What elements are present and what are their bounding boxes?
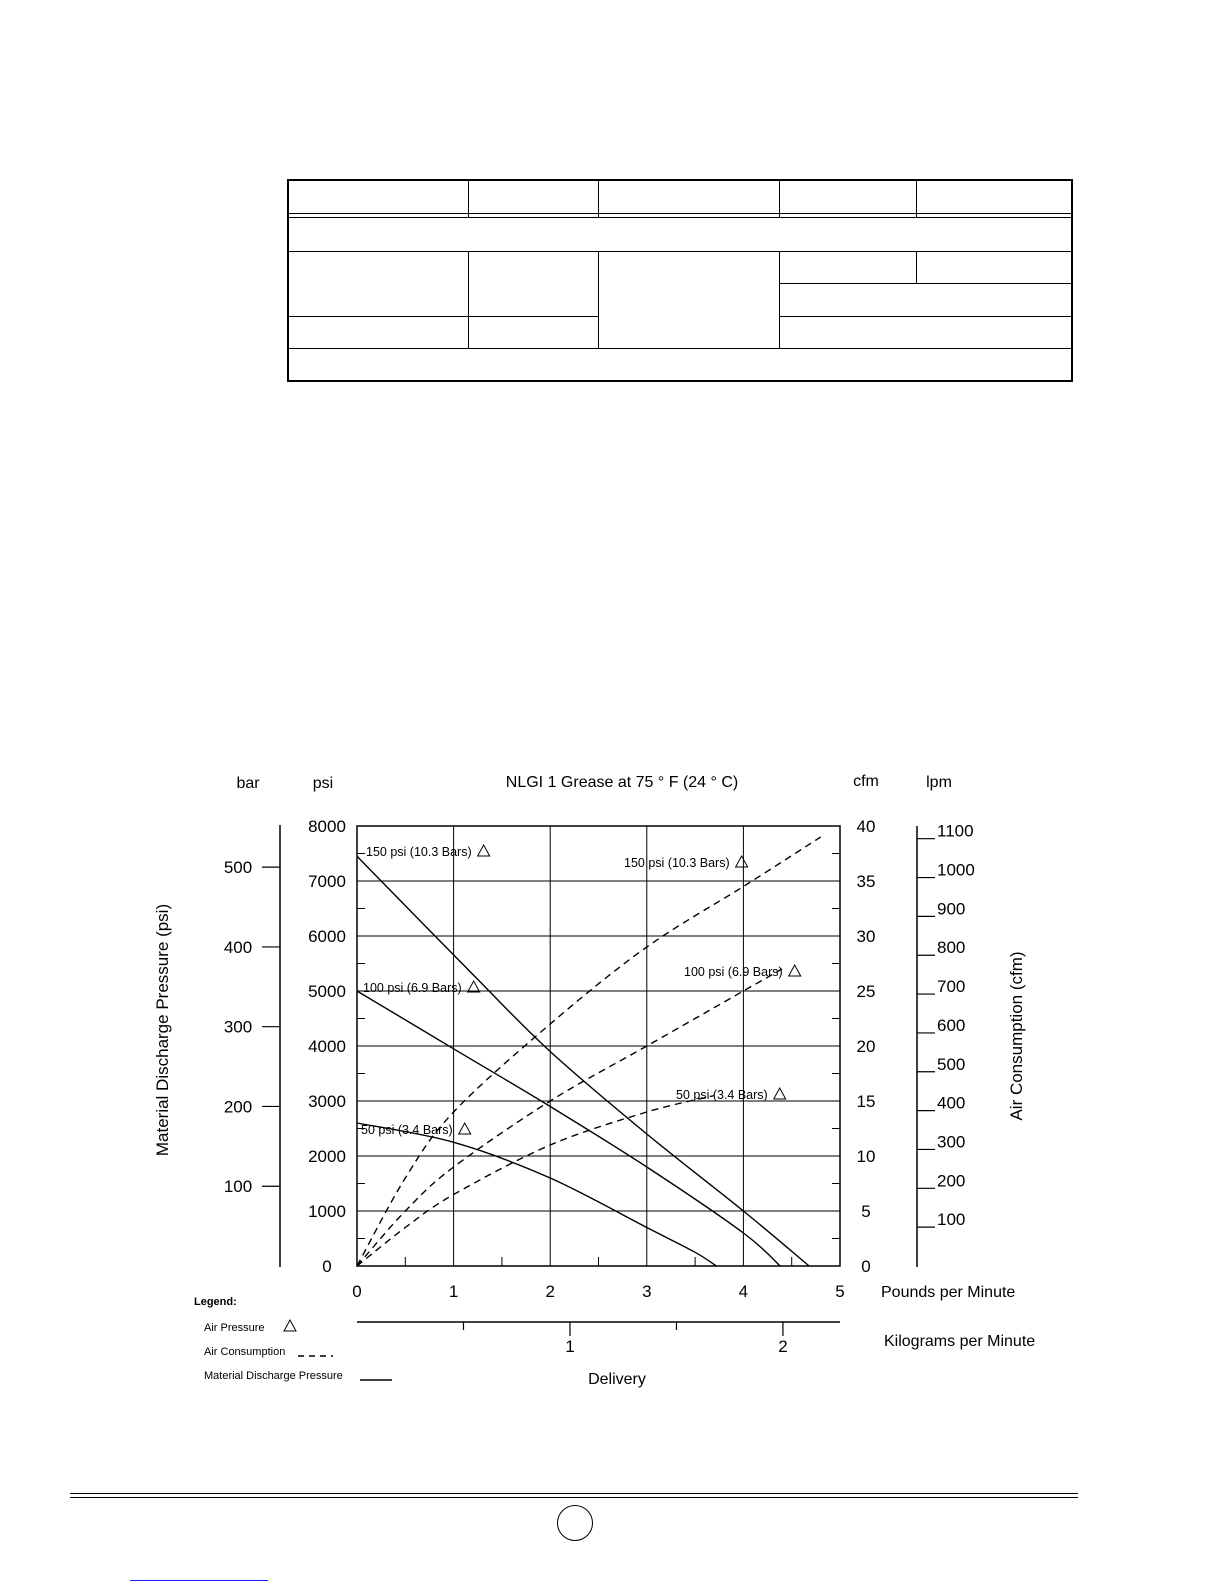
material-pressure-axis-title: Material Discharge Pressure (psi) bbox=[153, 903, 172, 1157]
footer-rule-secondary bbox=[70, 1497, 1078, 1498]
cfm-tick-label: 35 bbox=[856, 872, 876, 891]
series-label: 50 psi (3.4 Bars) bbox=[676, 1088, 768, 1102]
air-pressure-triangle-icon bbox=[459, 1123, 471, 1134]
psi-tick-label: 5000 bbox=[308, 982, 346, 1001]
kg-axis bbox=[357, 1322, 840, 1356]
air-consumption-line bbox=[357, 969, 782, 1266]
lpm-tick-label: 600 bbox=[937, 1015, 966, 1035]
lpm-tick-label: 800 bbox=[937, 938, 966, 958]
page-number-circle bbox=[557, 1505, 593, 1541]
lpm-tick-label: 400 bbox=[937, 1093, 966, 1113]
lpm-axis bbox=[917, 822, 975, 1267]
cfm-tick-label: 15 bbox=[856, 1092, 876, 1111]
psi-tick-label: 4000 bbox=[308, 1037, 346, 1056]
series-label: 100 psi (6.9 Bars) bbox=[363, 981, 462, 995]
material-pressure-line bbox=[357, 856, 809, 1266]
legend-item-air-consumption: Air Consumption bbox=[204, 1346, 286, 1358]
air-pressure-triangle-icon bbox=[736, 856, 748, 867]
legend bbox=[194, 1296, 392, 1382]
cfm-tick-label: 25 bbox=[856, 982, 876, 1001]
cfm-tick-label: 10 bbox=[856, 1147, 876, 1166]
psi-tick-label: 2000 bbox=[308, 1147, 346, 1166]
legend-triangle-icon bbox=[284, 1320, 296, 1331]
lpm-unit-label: lpm bbox=[926, 774, 952, 791]
psi-unit-label: psi bbox=[312, 775, 334, 792]
lpm-tick-label: 1100 bbox=[937, 821, 974, 841]
pounds-per-minute-label: Pounds per Minute bbox=[881, 1284, 1016, 1301]
lpm-tick-label: 300 bbox=[937, 1132, 966, 1152]
bar-tick-label: 200 bbox=[223, 1097, 253, 1117]
plot-grid bbox=[308, 817, 875, 1301]
material-pressure-line bbox=[357, 1123, 716, 1266]
bar-tick-label: 500 bbox=[223, 858, 253, 878]
chart-title: NLGI 1 Grease at 75 ° F (24 ° C) bbox=[505, 774, 739, 791]
x-tick-label: 2 bbox=[545, 1282, 555, 1301]
kg-tick-label: 1 bbox=[565, 1337, 575, 1356]
air-pressure-triangle-icon bbox=[789, 965, 801, 976]
psi-tick-label: 3000 bbox=[308, 1092, 346, 1111]
legend-item-air-pressure: Air Pressure bbox=[204, 1322, 265, 1334]
delivery-label: Delivery bbox=[588, 1371, 646, 1388]
legend-item-material-pressure: Material Discharge Pressure bbox=[204, 1370, 343, 1382]
footer-link-underline bbox=[130, 1580, 268, 1581]
lpm-tick-label: 1000 bbox=[937, 860, 975, 880]
cfm-tick-label: 20 bbox=[856, 1037, 876, 1056]
cfm-tick-label: 5 bbox=[861, 1202, 871, 1221]
series-group bbox=[357, 837, 821, 1266]
bar-unit-label: bar bbox=[236, 775, 260, 792]
air-pressure-triangle-icon bbox=[478, 845, 490, 856]
kilograms-per-minute-label: Kilograms per Minute bbox=[884, 1333, 1036, 1350]
x-tick-label: 4 bbox=[738, 1282, 749, 1301]
series-label: 100 psi (6.9 Bars) bbox=[684, 965, 783, 979]
psi-tick-label: 7000 bbox=[308, 872, 346, 891]
air-consumption-line bbox=[357, 837, 821, 1266]
bar-tick-label: 100 bbox=[223, 1177, 253, 1197]
lpm-tick-label: 200 bbox=[937, 1171, 966, 1191]
air-pressure-triangle-icon bbox=[468, 981, 480, 992]
lpm-tick-label: 100 bbox=[937, 1210, 966, 1230]
kg-tick-label: 2 bbox=[778, 1337, 788, 1356]
lpm-tick-label: 900 bbox=[937, 899, 966, 919]
cfm-tick-label: 40 bbox=[856, 817, 876, 836]
lpm-tick-label: 700 bbox=[937, 977, 966, 997]
cfm-tick-label: 30 bbox=[856, 927, 876, 946]
bar-tick-label: 400 bbox=[223, 937, 253, 957]
legend-title: Legend: bbox=[194, 1296, 237, 1308]
psi-tick-label: 8000 bbox=[308, 817, 346, 836]
series-label: 50 psi (3.4 Bars) bbox=[361, 1123, 453, 1137]
x-tick-label: 0 bbox=[352, 1282, 362, 1301]
air-pressure-triangle-icon bbox=[774, 1088, 786, 1099]
air-consumption-line bbox=[357, 1096, 714, 1267]
series-label: 150 psi (10.3 Bars) bbox=[366, 845, 472, 859]
series-label: 150 psi (10.3 Bars) bbox=[624, 856, 730, 870]
lpm-tick-label: 500 bbox=[937, 1054, 966, 1074]
bar-tick-label: 300 bbox=[223, 1017, 253, 1037]
footer-rule bbox=[70, 1493, 1078, 1494]
cfm-unit-label: cfm bbox=[853, 773, 879, 790]
x-tick-label: 3 bbox=[642, 1282, 652, 1301]
x-tick-label: 5 bbox=[835, 1282, 845, 1301]
psi-tick-label: 1000 bbox=[308, 1202, 346, 1221]
x-tick-label: 1 bbox=[448, 1282, 459, 1301]
bar-axis bbox=[224, 825, 280, 1267]
air-consumption-axis-title: Air Consumption (cfm) bbox=[1007, 951, 1026, 1121]
psi-tick-label: 6000 bbox=[308, 927, 346, 946]
psi-tick-label: 0 bbox=[322, 1257, 332, 1276]
cfm-tick-label: 0 bbox=[861, 1257, 871, 1276]
